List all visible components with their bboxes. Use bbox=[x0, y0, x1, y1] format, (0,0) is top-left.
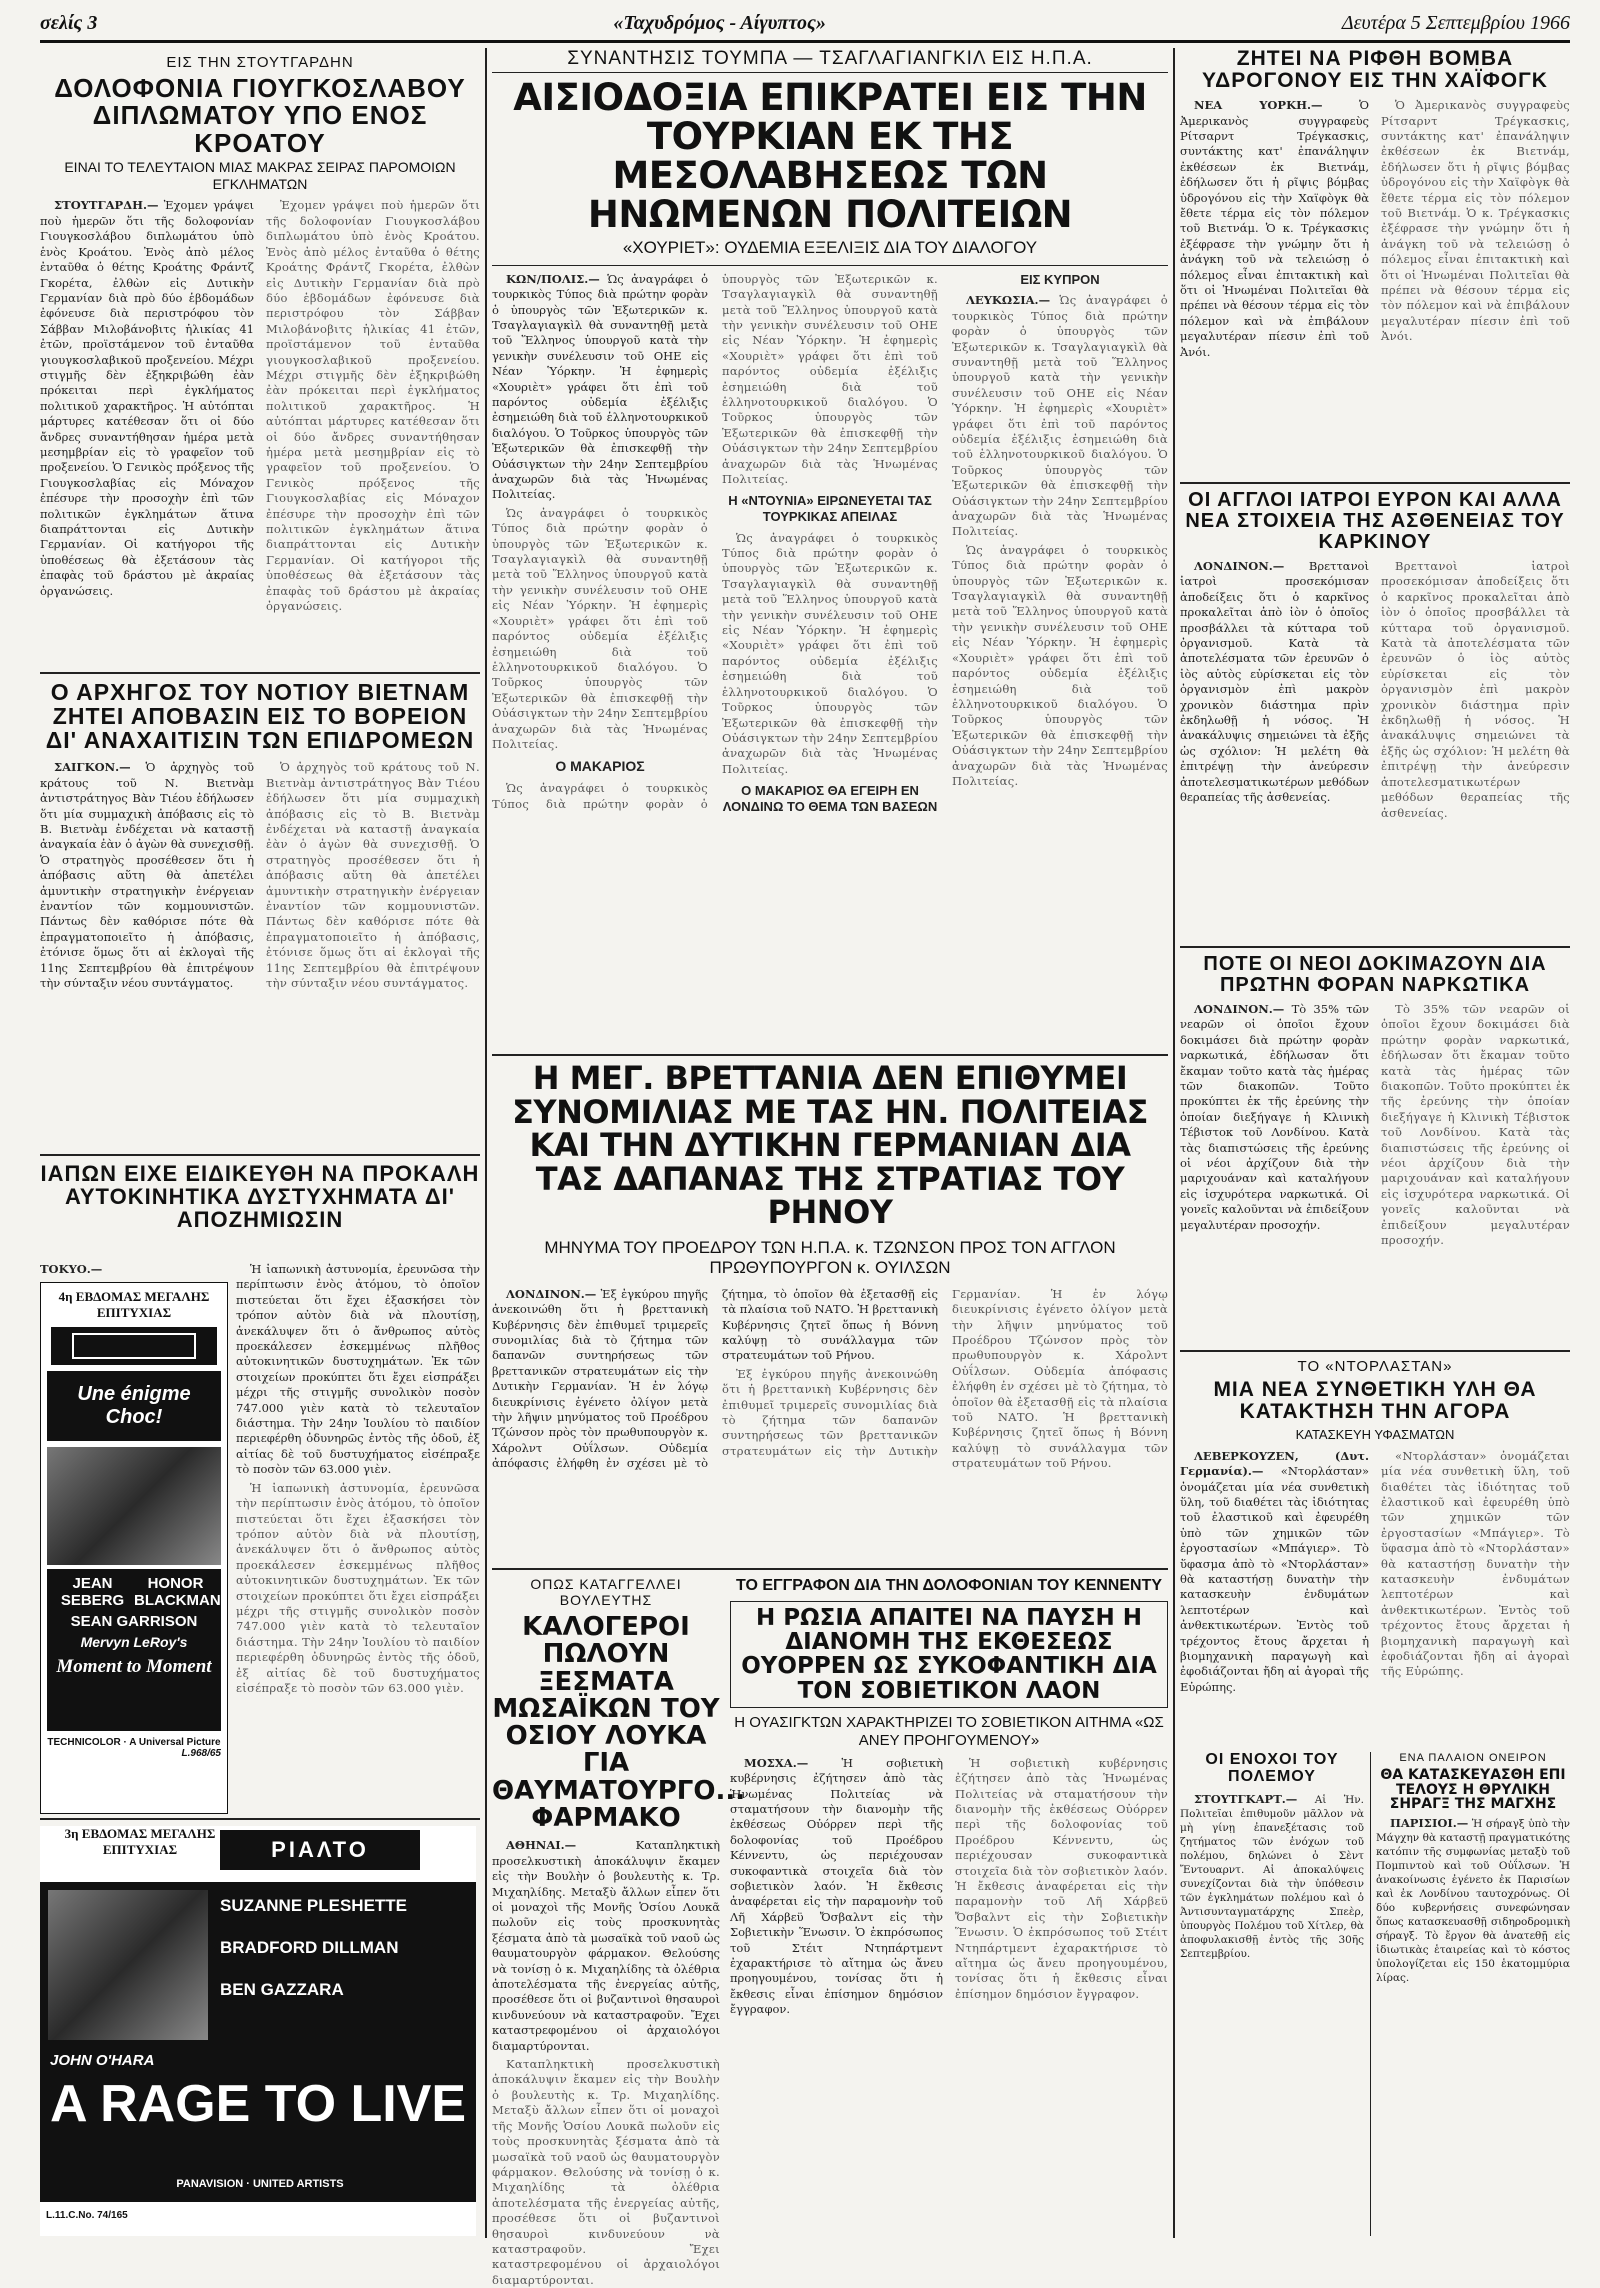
article-body-continued: Ἡ ἰαπωνικὴ ἀστυνομία, ἐρευνῶσα τὴν περίπτωσιν ἑνὸς ἀτόμου, τὸ ὁποῖον πιστεύεται ὅτι ἔχει ἐξασκήσει τὸν τρόπον αὐτὸν διὰ νὰ πλουτίσῃ, ἀνεκάλυψεν ὅτι ὁ ἄνθρωπος αὐτὸς προεκάλεσεν ἐσκεμμένως πλῆθος αὐτοκινητικῶν δυστυχημάτων. Ἐκ τῶν στοιχείων προκύπτει ὅτι ἔχει εἰσπράξει μέχρι τῆς στιγμῆς συνολικὸν ποσὸν 747.000 γιὲν κατὰ τὸ τελευταῖον διάστημα. Τὴν 24ην Ἰουλίου τὸ παιδίον περιεφέρθη ὀδυνηρῶς ἐντὸς τῆς ὁδοῦ, ἐξ αἰτίας δὲ τοῦ δυστυχήματος εἰσέπραξε τὸ ποσὸν τῶν 63.000 γιὲν. bbox=[236, 1480, 480, 1695]
article-body: ΛΟΝΔΙΝΟΝ.— Βρεττανοὶ ἰατροὶ προσεκόμισαν ἀποδείξεις ὅτι ὁ καρκῖνος προκαλεῖται ἀπὸ ἰὸν ὁ ὁποῖος προσβάλλει τὰ κύτταρα τοῦ ὀργανισμοῦ. Κατὰ τὰ ἀποτελέσματα τῶν ἐρευνῶν ὁ ἰὸς αὐτὸς εὑρίσκεται εἰς τὸν ὀργανισμὸν ἐπὶ μακρὸν χρονικὸν διάστημα πρὶν ἐκδηλωθῇ ἡ νόσος. Ἡ ἀνακάλυψις σημειώνει τὰ ἑξῆς ὡς σχόλιον: Ἡ μελέτη θὰ ἐπιτρέψῃ τὴν ἀνεύρεσιν ἀποτελεσματικωτέρων μεθόδων θεραπείας τῆς ἀσθενείας. Βρεττανοὶ ἰατροὶ προσεκόμισαν ἀποδείξεις ὅτι ὁ καρκῖνος προκαλεῖται ἀπὸ ἰὸν ὁ ὁποῖος προσβάλλει τὰ κύτταρα τοῦ ὀργανισμοῦ. Κατὰ τὰ ἀποτελέσματα τῶν ἐρευνῶν ὁ ἰὸς αὐτὸς εὑρίσκεται εἰς τὸν ὀργανισμὸν ἐπὶ μακρὸν χρονικὸν διάστημα πρὶν ἐκδηλωθῇ ἡ νόσος. Ἡ ἀνακάλυψις σημειώνει τὰ ἑξῆς ὡς σχόλιον: Ἡ μελέτη θὰ ἐπιτρέψῃ τὴν ἀνεύρεσιν ἀποτελεσματικωτέρων μεθόδων θεραπείας τῆς ἀσθενείας. bbox=[1180, 559, 1570, 820]
ad-cinema-name: ΡΙΑΛΤΟ bbox=[271, 1837, 369, 1862]
article-monks-mosaics bbox=[492, 1576, 746, 2287]
article-headline: ΔΟΛΟΦΟΝΙΑ ΓΙΟΥΓΚΟΣΛΑΒΟΥ ΔΙΠΛΩΜΑΤΟΥ ΥΠΟ ΕΝΟΣ ΚΡΟΑΤΟΥ bbox=[54, 73, 466, 158]
article-youth-narcotics bbox=[1180, 954, 1570, 1344]
article-kicker: ΕΝΑ ΠΑΛΑΙΟΝ ΟΝΕΙΡΟΝ bbox=[1399, 1752, 1547, 1764]
article-body: ΜΟΣΧΑ.— Ἡ σοβιετικὴ κυβέρνησις ἐζήτησεν ἀπὸ τὰς Ἡνωμένας Πολιτείας νὰ σταματήσουν τὴν διανομὴν τῆς ἐκθέσεως Οὐόρρεν περὶ τῆς δολοφονίας τοῦ Προέδρου Κέννεντυ, ὡς περιέχουσαν συκοφαντικὰ στοιχεῖα διὰ τὸν σοβιετικὸν λαόν. Ἡ ἔκθεσις ἀναφέρεται εἰς τὴν παραμονὴν τοῦ Λῆ Χάρβεϋ Ὄσβαλντ εἰς τὴν Σοβιετικὴν Ἕνωσιν. Ὁ ἐκπρόσωπος τοῦ Στέιτ Ντηπάρτμεντ ἐχαρακτήρισε τὸ αἴτημα ὡς ἄνευ προηγουμένου, τονίσας ὅτι ἡ ἔκθεσις εἶναι ἐπίσημον δημόσιον ἔγγραφον. Ἡ σοβιετικὴ κυβέρνησις ἐζήτησεν ἀπὸ τὰς Ἡνωμένας Πολιτείας νὰ σταματήσουν τὴν διανομὴν τῆς ἐκθέσεως Οὐόρρεν περὶ τῆς δολοφονίας τοῦ Προέδρου Κέννεντυ, ὡς περιέχουσαν συκοφαντικὰ στοιχεῖα διὰ τὸν σοβιετικὸν λαόν. Ἡ ἔκθεσις ἀναφέρεται εἰς τὴν παραμονὴν τοῦ Λῆ Χάρβεϋ Ὄσβαλντ εἰς τὴν Σοβιετικὴν Ἕνωσιν. Ὁ ἐκπρόσωπος τοῦ Στέιτ Ντηπάρτμεντ ἐχαρακτήρισε τὸ αἴτημα ὡς ἄνευ προηγουμένου, τονίσας ὅτι ἡ ἔκθεσις εἶναι ἐπίσημον δημόσιον ἔγγραφον. bbox=[730, 1755, 1168, 2017]
ad-star: BEN GAZZARA bbox=[220, 1980, 344, 1999]
article-body: ΣΤΟΥΤΓΑΡΔΗ.— Ἐχομεν γράψει ποὺ ἡμερῶν ὅτι τῆς δολοφονίαν Γιουγκοσλάβου διπλωμάτου ὑπὸ ἑνὸς Κροάτου. Ἐνὸς ἀπὸ μέλος ἐνταῦθα ὁ θέτης Κροάτης Φράντζ Γκορέτα, ἐλθὼν εἰς Δυτικὴν Γερμανίαν διὰ πρὸ δύο ἑβδομάδων ἐφόνευσε διὰ περιστρόφου τὸν Σάββαν Μιλοβάνοβιτς ἡλικίας 41 ἐτῶν, προϊστάμενον τοῦ ἐνταῦθα γιουγκοσλαβικοῦ προξενείου. Μέχρι στιγμῆς δὲν ἐξηκριβώθη ἐὰν πρόκειται περὶ ἐγκλήματος πολιτικοῦ χαρακτῆρος. Ἡ αὐτόπται μάρτυρες κατέθεσαν ὅτι οἱ δύο ἄνδρες συναντήθησαν ἡμέρα μετὰ μεσημβρίαν εἰς τὸ γραφεῖον τοῦ προξενείου. Ὁ Γενικὸς πρόξενος τῆς Γιουγκοσλαβίας εἰς Μόναχον ἐπέσυρε τὴν προσοχὴν ἐπὶ τῶν πολιτικῶν ἐγκλημάτων ἅτινα διαπράττονται εἰς Δυτικὴν Γερμανίαν. Οἱ κατήγοροι τῆς ὑποθέσεως θὰ ἐξετάσουν τὰς ἐπαφὰς τοῦ δράστου μὲ ἀκραίας ὀργανώσεις. Ἐχομεν γράψει ποὺ ἡμερῶν ὅτι τῆς δολοφονίαν Γιουγκοσλάβου διπλωμάτου ὑπὸ ἑνὸς Κροάτου. Ἐνὸς ἀπὸ μέλος ἐνταῦθα ὁ θέτης Κροάτης Φράντζ Γκορέτα, ἐλθὼν εἰς Δυτικὴν Γερμανίαν διὰ πρὸ δύο ἑβδομάδων ἐφόνευσε διὰ περιστρόφου τὸν Σάββαν Μιλοβάνοβιτς ἡλικίας 41 ἐτῶν, προϊστάμενον τοῦ ἐνταῦθα γιουγκοσλαβικοῦ προξενείου. Μέχρι στιγμῆς δὲν ἐξηκριβώθη ἐὰν πρόκειται περὶ ἐγκλήματος πολιτικοῦ χαρακτῆρος. Ἡ αὐτόπται μάρτυρες κατέθεσαν ὅτι οἱ δύο ἄνδρες συναντήθησαν ἡμέρα μετὰ μεσημβρίαν εἰς τὸ γραφεῖον τοῦ προξενείου. Ὁ Γενικὸς πρόξενος τῆς Γιουγκοσλαβίας εἰς Μόναχον ἐπέσυρε τὴν προσοχὴν ἐπὶ τῶν πολιτικῶν ἐγκλημάτων ἅτινα διαπράττονται εἰς Δυτικὴν Γερμανίαν. Οἱ κατήγοροι τῆς ὑποθέσεως θὰ ἐξετάσουν τὰς ἐπαφὰς τοῦ δράστου μὲ ἀκραίας ὀργανώσεις. bbox=[40, 198, 480, 614]
ad-star: HONOR BLACKMAN bbox=[134, 1575, 221, 1609]
article-body: ΛΕΒΕΡΚΟΥΖΕΝ, (Δυτ. Γερμανία).— «Ντορλάσταν» ὀνομάζεται μία νέα συνθετικὴ ὕλη, τοῦ διαθέτει τὰς ἰδιότητας τοῦ ἐλαστικοῦ καὶ ἐφευρέθη ὑπὸ τῶν χημικῶν τῶν ἐργοστασίων «Μπάγιερ». Τὸ ὕφασμα ἀπὸ τὸ «Ντορλάσταν» θὰ καταστήσῃ δυνατὴν τὴν κατασκευὴν ἐνδυμάτων λεπτοτέρων καὶ ἀνθεκτικωτέρων. Ἐντὸς τοῦ τρέχοντος ἔτους ἄρχεται ἡ βιομηχανικὴ παραγωγὴ καὶ ἐφοδιάζονται ἤδη αἱ ἀγοραὶ τῆς Εὐρώπης. «Ντορλάσταν» ὀνομάζεται μία νέα συνθετικὴ ὕλη, τοῦ διαθέτει τὰς ἰδιότητας τοῦ ἐλαστικοῦ καὶ ἐφευρέθη ὑπὸ τῶν χημικῶν τῶν ἐργοστασίων «Μπάγιερ». Τὸ ὕφασμα ἀπὸ τὸ «Ντορλάσταν» θὰ καταστήσῃ δυνατὴν τὴν κατασκευὴν ἐνδυμάτων λεπτοτέρων καὶ ἀνθεκτικωτέρων. Ἐντὸς τοῦ τρέχοντος ἔτους ἄρχεται ἡ βιομηχανικὴ παραγωγὴ καὶ ἐφοδιάζονται ἤδη αἱ ἀγοραὶ τῆς Εὐρώπης. bbox=[1180, 1448, 1570, 1694]
article-dateline: ΛΟΝΔΙΝΟΝ.— bbox=[1194, 559, 1285, 573]
article-dateline: ΛΕΒΕΡΚΟΥΖΕΝ, (Δυτ. Γερμανία).— bbox=[1180, 1448, 1369, 1479]
article-body: ΣΑΙΓΚΟΝ.— Ὁ ἀρχηγὸς τοῦ κράτους τοῦ Ν. Βιετνὰμ ἀντιστράτηγος Βὰν Τιέου ἐδήλωσεν ὅτι μία συμμαχικὴ ἀπόβασις εἰς τὸ Β. Βιετνὰμ ἐνδέχεται νὰ καταστῇ ἀναγκαία ἐὰν ὁ ἀγὼν θὰ συνεχισθῇ. Ὁ στρατηγὸς προσέθεσεν ὅτι ἡ ἀπόβασις αὕτη θὰ ἀπετέλει ἀμυντικὴν στρατηγικὴν ἐνέργειαν ἐναντίον τῶν κομμουνιστῶν. Πάντως δὲν καθόρισε πότε θὰ ἐπραγματοποιεῖτο ἡ ἀπόβασις, ἐτόνισε ὅμως ὅτι αἱ ἐκλογαὶ τῆς 11ης Σεπτεμβρίου θὰ ἐπιτρέψουν τὴν σύνταξιν νέου συντάγματος. Ὁ ἀρχηγὸς τοῦ κράτους τοῦ Ν. Βιετνὰμ ἀντιστράτηγος Βὰν Τιέου ἐδήλωσεν ὅτι μία συμμαχικὴ ἀπόβασις εἰς τὸ Β. Βιετνὰμ ἐνδέχεται νὰ καταστῇ ἀναγκαία ἐὰν ὁ ἀγὼν θὰ συνεχισθῇ. Ὁ στρατηγὸς προσέθεσεν ὅτι ἡ ἀπόβασις αὕτη θὰ ἀπετέλει ἀμυντικὴν στρατηγικὴν ἐνέργειαν ἐναντίον τῶν κομμουνιστῶν. Πάντως δὲν καθόρισε πότε θὰ ἐπραγματοποιεῖτο ἡ ἀπόβασις, ἐτόνισε ὅμως ὅτι αἱ ἐκλογαὶ τῆς 11ης Σεπτεμβρίου θὰ ἐπιτρέψουν τὴν σύνταξιν νέου συντάγματος. bbox=[40, 760, 480, 991]
ad-stars-row bbox=[51, 1575, 221, 1609]
article-body-continued: Ἐξ ἐγκύρου πηγῆς ἀνεκοινώθη ὅτι ἡ βρεττανικὴ Κυβέρνησις δὲν ἐπιθυμεῖ τριμερεῖς συνομιλίας διὰ τὸ ζήτημα τῶν δαπανῶν συντηρήσεως τῶν βρεττανικῶν στρατευμάτων εἰς τὴν Δυτικὴν Γερμανίαν. Ἡ ἐν λόγῳ διευκρίνισις ἐγένετο ὀλίγον μετὰ τὴν λῆψιν μηνύματος τοῦ Προέδρου Τζώνσον πρὸς τὸν πρωθυπουργὸν κ. Χάρολντ Οὐΐλσων. Οὐδεμία ἀπόφασις ἐλήφθη ἐν σχέσει μὲ τὸ ζήτημα, τὸ ὁποῖον θὰ ἐξετασθῇ εἰς τὰ πλαίσια τοῦ ΝΑΤΟ. Ἡ βρεττανικὴ Κυβέρνησις ζητεῖ ὅπως ἡ Βόννη καλύψῃ τὸ συνάλλαγμα τῶν στρατευμάτων τοῦ Ρήνου. bbox=[722, 1286, 1168, 1471]
cinema-ad-a-rage-to-live bbox=[40, 1826, 476, 2236]
cinema-logo-box bbox=[51, 1327, 217, 1365]
article-south-vietnam bbox=[40, 680, 480, 1148]
article-body: ΝΕΑ ΥΟΡΚΗ.— Ὁ Ἀμερικανὸς συγγραφεὺς Ρίτσαρντ Τρέγκασκις, συντάκτης κατ' ἐπανάληψιν ἐκθέσεων ἐκ Βιετνάμ, ἐδήλωσεν ὅτι ἡ ρῖψις βόμβας ὑδρογόνου εἰς τὴν Χαϊφὸγκ θὰ ἔθετε τέρμα εἰς τὸν πόλεμον τοῦ Βιετνάμ. Ὁ κ. Τρέγκασκις ἐξέφρασε τὴν γνώμην ὅτι ἡ ἀνάγκη τοῦ νὰ τελειώσῃ ὁ πόλεμος εἶναι ἐπιτακτικὴ καὶ ὅτι οἱ Ἡνωμέναι Πολιτεῖαι θὰ πρέπει νὰ θέσουν τέρμα εἰς τὸν πόλεμον καὶ νὰ ἐπιβάλουν μεγαλυτέραν πίεσιν ἐπὶ τοῦ Ἀνόι. Ὁ Ἀμερικανὸς συγγραφεὺς Ρίτσαρντ Τρέγκασκις, συντάκτης κατ' ἐπανάληψιν ἐκθέσεων ἐκ Βιετνάμ, ἐδήλωσεν ὅτι ἡ ρῖψις βόμβας ὑδρογόνου εἰς τὴν Χαϊφὸγκ θὰ ἔθετε τέρμα εἰς τὸν πόλεμον τοῦ Βιετνάμ. Ὁ κ. Τρέγκασκις ἐξέφρασε τὴν γνώμην ὅτι ἡ ἀνάγκη τοῦ νὰ τελειώσῃ ὁ πόλεμος εἶναι ἐπιτακτικὴ καὶ ὅτι οἱ Ἡνωμέναι Πολιτεῖαι θὰ πρέπει νὰ θέσουν τέρμα εἰς τὸν πόλεμον καὶ νὰ ἐπιβάλουν μεγαλυτέραν πίεσιν ἐπὶ τοῦ Ἀνόι. bbox=[1180, 98, 1570, 359]
article-headline: ΚΑΛΟΓΕΡΟΙ ΠΩΛΟΥΝ ΞΕΣΜΑΤΑ ΜΩΣΑΪΚΩΝ ΤΟΥ ΟΣΙΟΥ ΛΟΥΚΑ ΓΙΑ ΘΑΥΜΑΤΟΥΡΓΟ... ΦΑΡΜΑΚΟ bbox=[492, 1612, 746, 1834]
article-body: ΛΟΝΔΙΝΟΝ.— Ἐξ ἐγκύρου πηγῆς ἀνεκοινώθη ὅτι ἡ βρεττανικὴ Κυβέρνησις δὲν ἐπιθυμεῖ τριμερεῖς συνομιλίας διὰ τὸ ζήτημα τῶν δαπανῶν συντηρήσεως τῶν βρεττανικῶν στρατευμάτων εἰς τὴν Δυτικὴν Γερμανίαν. Ἡ ἐν λόγῳ διευκρίνισις ἐγένετο ὀλίγον μετὰ τὴν λῆψιν μηνύματος τοῦ Προέδρου Τζώνσον πρὸς τὸν πρωθυπουργὸν κ. Χάρολντ Οὐΐλσων. Οὐδεμία ἀπόφασις ἐλήφθη ἐν σχέσει μὲ τὸ ζήτημα, τὸ ὁποῖον θὰ ἐξετασθῇ εἰς τὰ πλαίσια τοῦ ΝΑΤΟ. Ἡ βρεττανικὴ Κυβέρνησις ζητεῖ ὅπως ἡ Βόννη καλύψῃ τὸ συνάλλαγμα τῶν στρατευμάτων τοῦ Ρήνου. Ἐξ ἐγκύρου πηγῆς ἀνεκοινώθη ὅτι ἡ βρεττανικὴ Κυβέρνησις δὲν ἐπιθυμεῖ τριμερεῖς συνομιλίας διὰ τὸ ζήτημα τῶν δαπανῶν συντηρήσεως τῶν βρεττανικῶν στρατευμάτων εἰς τὴν Δυτικὴν Γερμανίαν. Ἡ ἐν λόγῳ διευκρίνισις ἐγένετο ὀλίγον μετὰ τὴν λῆψιν μηνύματος τοῦ Προέδρου Τζώνσον πρὸς τὸν πρωθυπουργὸν κ. Χάρολντ Οὐΐλσων. Οὐδεμία ἀπόφασις ἐλήφθη ἐν σχέσει μὲ τὸ ζήτημα, τὸ ὁποῖον θὰ ἐξετασθῇ εἰς τὰ πλαίσια τοῦ ΝΑΤΟ. Ἡ βρεττανικὴ Κυβέρνησις ζητεῖ ὅπως ἡ Βόννη καλύψῃ τὸ συνάλλαγμα τῶν στρατευμάτων τοῦ Ρήνου. bbox=[492, 1286, 1168, 1471]
article-body-continued: Ἐχομεν γράψει ποὺ ἡμερῶν ὅτι τῆς δολοφονίαν Γιουγκοσλάβου διπλωμάτου ὑπὸ ἑνὸς Κροάτου. Ἐνὸς ἀπὸ μέλος ἐνταῦθα ὁ θέτης Κροάτης Φράντζ Γκορέτα, ἐλθὼν εἰς Δυτικὴν Γερμανίαν διὰ πρὸ δύο ἑβδομάδων ἐφόνευσε διὰ περιστρόφου τὸν Σάββαν Μιλοβάνοβιτς ἡλικίας 41 ἐτῶν, προϊστάμενον τοῦ ἐνταῦθα γιουγκοσλαβικοῦ προξενείου. Μέχρι στιγμῆς δὲν ἐξηκριβώθη ἐὰν πρόκειται περὶ ἐγκλήματος πολιτικοῦ χαρακτῆρος. Ἡ αὐτόπται μάρτυρες κατέθεσαν ὅτι οἱ δύο ἄνδρες συναντήθησαν ἡμέρα μετὰ μεσημβρίαν εἰς τὸ γραφεῖον τοῦ προξενείου. Ὁ Γενικὸς πρόξενος τῆς Γιουγκοσλαβίας εἰς Μόναχον ἐπέσυρε τὴν προσοχὴν ἐπὶ τῶν πολιτικῶν ἐγκλημάτων ἅτινα διαπράττονται εἰς Δυτικὴν Γερμανίαν. Οἱ κατήγοροι τῆς ὑποθέσεως θὰ ἐξετάσουν τὰς ἐπαφὰς τοῦ δράστου μὲ ἀκραίας ὀργανώσεις. bbox=[266, 198, 480, 614]
section-rule bbox=[492, 1054, 1168, 1056]
article-headline: Ο ΑΡΧΗΓΟΣ ΤΟΥ ΝΟΤΙΟΥ ΒΙΕΤΝΑΜ ΖΗΤΕΙ ΑΠΟΒΑΣΙΝ ΕΙΣ ΤΟ ΒΟΡΕΙΟΝ ΔΙ' ΑΝΑΧΑΙΤΙΣΙΝ ΤΩΝ ΕΠΙΔΡΟΜΕΩΝ bbox=[45, 679, 475, 754]
article-hydrogen-bomb bbox=[1180, 48, 1570, 478]
article-subheadline: «ΧΟΥΡΙΕΤ»: ΟΥΔΕΜΙΑ ΕΞΕΛΙΞΙΣ ΔΙΑ ΤΟΥ ΔΙΑΛΟΓΟΥ bbox=[492, 238, 1168, 265]
ad-credit-line: PANAVISION · UNITED ARTISTS bbox=[176, 2178, 344, 2190]
article-yugoslav-diplomat bbox=[40, 54, 480, 666]
ad-tagline-box bbox=[47, 1371, 221, 1441]
article-kicker: ΤΟ ΕΓΓΡΑΦΟΝ ΔΙΑ ΤΗΝ ΔΟΛΟΦΟΝΙΑΝ ΤΟΥ ΚΕΝΝΕΝΤΥ bbox=[735, 1577, 1163, 1594]
cinema-ad-moment-to-moment bbox=[40, 1282, 228, 1814]
ad-photo-image bbox=[47, 1447, 221, 1565]
ad-poster bbox=[40, 1882, 476, 2202]
article-war-guilty bbox=[1180, 1752, 1364, 2236]
ad-credits-box bbox=[47, 1569, 221, 1731]
article-body-continued: Καταπληκτικὴ προσελκυστικὴ ἀποκάλυψιν ἔκαμεν εἰς τὴν Βουλὴν ὁ βουλευτὴς κ. Τρ. Μιχαηλίδης. Μεταξὺ ἄλλων εἶπεν ὅτι οἱ μοναχοὶ τῆς Μονῆς Ὁσίου Λουκᾶ πωλοῦν εἰς τοὺς προσκυνητὰς ξέσματα ἀπὸ τὰ μωσαϊκὰ τοῦ ναοῦ ὡς θαυματουργὸν φάρμακον. Θελούσης νὰ τονίσῃ ὁ κ. Μιχαηλίδης τὰ ὀλέθρια ἀποτελέσματα τῆς ἐνεργείας αὐτῆς, προσέθεσε ὅτι οἱ βυζαντινοὶ θησαυροὶ κινδυνεύουν νὰ καταστραφοῦν. Ἔχει καταστρεφομένου οἱ ἀρχαιολόγοι διαμαρτύρονται. bbox=[492, 2057, 720, 2287]
section-rule bbox=[40, 672, 480, 674]
article-kicker: ΕΙΣ ΤΗΝ ΣΤΟΥΤΓΑΡΔΗΝ bbox=[166, 54, 354, 71]
ad-week-label: 4η ΕΒΔΟΜΑΣ ΜΕΓΑΛΗΣ ΕΠΙΤΥΧΙΑΣ bbox=[58, 1289, 210, 1320]
article-body-continued: Βρεττανοὶ ἰατροὶ προσεκόμισαν ἀποδείξεις ὅτι ὁ καρκῖνος προκαλεῖται ἀπὸ ἰὸν ὁ ὁποῖος προσβάλλει τὰ κύτταρα τοῦ ὀργανισμοῦ. Κατὰ τὰ ἀποτελέσματα τῶν ἐρευνῶν ὁ ἰὸς αὐτὸς εὑρίσκεται εἰς τὸν ὀργανισμὸν ἐπὶ μακρὸν χρονικὸν διάστημα πρὶν ἐκδηλωθῇ ἡ νόσος. Ἡ ἀνακάλυψις σημειώνει τὰ ἑξῆς ὡς σχόλιον: Ἡ μελέτη θὰ ἐπιτρέψῃ τὴν ἀνεύρεσιν ἀποτελεσματικωτέρων μεθόδων θεραπείας τῆς ἀσθενείας. bbox=[1381, 559, 1570, 820]
column-rule bbox=[485, 48, 487, 2238]
article-dateline: ΜΟΣΧΑ.— bbox=[744, 1755, 809, 1770]
article-dateline: ΑΘΗΝΑΙ.— bbox=[506, 1838, 577, 1853]
article-dateline-box bbox=[40, 1262, 222, 1278]
ad-tagline: Une énigme Choc! bbox=[77, 1383, 191, 1428]
article-britain-rhine-army bbox=[492, 1059, 1168, 1562]
article-headline: Η ΡΩΣΙΑ ΑΠΑΙΤΕΙ ΝΑ ΠΑΥΣΗ Η ΔΙΑΝΟΜΗ ΤΗΣ ΕΚΘΕΣΕΩΣ ΟΥΟΡΡΕΝ ΩΣ ΣΥΚΟΦΑΝΤΙΚΗ ΔΙΑ ΤΟΝ ΣΟΒΙΕΤΙΚΟΝ ΛΑΟΝ bbox=[730, 1601, 1168, 1708]
article-headline: ΟΙ ΑΓΓΛΟΙ ΙΑΤΡΟΙ ΕΥΡΟΝ ΚΑΙ ΑΛΛΑ ΝΕΑ ΣΤΟΙΧΕΙΑ ΤΗΣ ΑΣΘΕΝΕΙΑΣ ΤΟΥ ΚΑΡΚΙΝΟΥ bbox=[1185, 489, 1565, 553]
article-body-continued: Ὡς ἀναγράφει ὁ τουρκικὸς Τύπος διὰ πρώτην φορὰν ὁ ὑπουργὸς τῶν Ἐξωτερικῶν κ. Τσαγλαγιαγκὶλ θὰ συναντηθῇ μετὰ τοῦ Ἕλληνος ὑπουργοῦ κατὰ τὴν γενικὴν συνέλευσιν τοῦ ΟΗΕ εἰς Νέαν Ὑόρκην. Ἡ ἐφημερὶς «Χουριὲτ» γράφει ὅτι ἐπὶ τοῦ παρόντος οὐδεμία ἐξέλιξις ἐσημειώθη διὰ τοῦ ἑλληνοτουρκικοῦ διαλόγου. Ὁ Τοῦρκος ὑπουργὸς τῶν Ἐξωτερικῶν θὰ ἐπισκεφθῇ τὴν Οὐάσιγκτων τὴν 24ην Σεπτεμβρίου ἀναχωρῶν διὰ τὰς Ἡνωμένας Πολιτείας. bbox=[722, 530, 938, 776]
ad-photo-image bbox=[48, 1890, 208, 2040]
article-headline: ΠΟΤΕ ΟΙ ΝΕΟΙ ΔΟΚΙΜΑΖΟΥΝ ΔΙΑ ΠΡΩΤΗΝ ΦΟΡΑΝ ΝΑΡΚΩΤΙΚΑ bbox=[1203, 953, 1547, 996]
article-headline: ΖΗΤΕΙ ΝΑ ΡΙΦΘΗ ΒΟΜΒΑ ΥΔΡΟΓΟΝΟΥ ΕΙΣ ΤΗΝ ΧΑΪΦΟΓΚ bbox=[1202, 47, 1548, 93]
ad-author: JOHN O'HARA bbox=[50, 2052, 155, 2069]
article-body-continued: Ὁ Ἀμερικανὸς συγγραφεὺς Ρίτσαρντ Τρέγκασκις, συντάκτης κατ' ἐπανάληψιν ἐκθέσεων ἐκ Βιετνάμ, ἐδήλωσεν ὅτι ἡ ρῖψις βόμβας ὑδρογόνου εἰς τὴν Χαϊφὸγκ θὰ ἔθετε τέρμα εἰς τὸν πόλεμον τοῦ Βιετνάμ. Ὁ κ. Τρέγκασκις ἐξέφρασε τὴν γνώμην ὅτι ἡ ἀνάγκη τοῦ νὰ τελειώσῃ ὁ πόλεμος εἶναι ἐπιτακτικὴ καὶ ὅτι οἱ Ἡνωμέναι Πολιτεῖαι θὰ πρέπει νὰ θέσουν τέρμα εἰς τὸν πόλεμον καὶ νὰ ἐπιβάλουν μεγαλυτέραν πίεσιν ἐπὶ τοῦ Ἀνόι. bbox=[1381, 98, 1570, 344]
ad-credit-line: TECHNICOLOR · A Universal Picture bbox=[47, 1737, 221, 1748]
ad-week-label: 3η ΕΒΔΟΜΑΣ ΜΕΓΑΛΗΣ ΕΠΙΤΥΧΙΑΣ bbox=[64, 1826, 216, 1857]
ad-star: SEAN GARRISON bbox=[70, 1613, 198, 1630]
article-body: ΛΟΝΔΙΝΟΝ.— Τὸ 35% τῶν νεαρῶν οἱ ὁποῖοι ἔχουν δοκιμάσει διὰ πρώτην φορὰν ναρκωτικά, ἐδήλωσαν ὅτι ἔκαμαν τοῦτο κατὰ τὰς ἡμέρας τῶν διακοπῶν. Τοῦτο προκύπτει ἐκ τῆς ἐρεύνης τὴν ὁποίαν διεξήγαγε ἡ Κλινικὴ Τέβιστοκ τοῦ Λονδίνου. Κατὰ τὰς διαπιστώσεις τῆς ἐρεύνης οἱ νέοι ἀρχίζουν διὰ τὴν μαριχουάναν καὶ καταλήγουν εἰς ἰσχυρότερα ναρκωτικά. Οἱ γονεῖς καλοῦνται νὰ ἐπιδείξουν μεγαλυτέραν προσοχήν. Τὸ 35% τῶν νεαρῶν οἱ ὁποῖοι ἔχουν δοκιμάσει διὰ πρώτην φορὰν ναρκωτικά, ἐδήλωσαν ὅτι ἔκαμαν τοῦτο κατὰ τὰς ἡμέρας τῶν διακοπῶν. Τοῦτο προκύπτει ἐκ τῆς ἐρεύνης τὴν ὁποίαν διεξήγαγε ἡ Κλινικὴ Τέβιστοκ τοῦ Λονδίνου. Κατὰ τὰς διαπιστώσεις τῆς ἐρεύνης οἱ νέοι ἀρχίζουν διὰ τὴν μαριχουάναν καὶ καταλήγουν εἰς ἰσχυρότερα ναρκωτικά. Οἱ γονεῖς καλοῦνται νὰ ἐπιδείξουν μεγαλυτέραν προσοχήν. bbox=[1180, 1002, 1570, 1248]
article-dateline: ΚΩΝ/ΠΟΛΙΣ.— bbox=[506, 271, 600, 286]
article-subheadline: ΜΗΝΥΜΑ ΤΟΥ ΠΡΟΕΔΡΟΥ ΤΩΝ Η.Π.Α. κ. ΤΖΩΝΣΟΝ ΠΡΟΣ ΤΟΝ ΑΓΓΛΟΝ ΠΡΩΘΥΠΟΥΡΓΟΝ κ. ΟΥΙΛΣΩΝ bbox=[544, 1237, 1116, 1278]
article-dateline: ΛΟΝΔΙΝΟΝ.— bbox=[1194, 1002, 1285, 1016]
article-headline: ΜΙΑ ΝΕΑ ΣΥΝΘΕΤΙΚΗ ΥΛΗ ΘΑ ΚΑΤΑΚΤΗΣΗ ΤΗΝ ΑΓΟΡΑ bbox=[1213, 1378, 1537, 1424]
article-subheadline: ΕΙΝΑΙ ΤΟ ΤΕΛΕΥΤΑΙΟΝ ΜΙΑΣ ΜΑΚΡΑΣ ΣΕΙΡΑΣ ΠΑΡΟΜΟΙΩΝ ΕΓΚΛΗΜΑΤΩΝ bbox=[64, 158, 456, 192]
article-headline: ΘΑ ΚΑΤΑΣΚΕΥΑΣΘΗ ΕΠΙ ΤΕΛΟΥΣ Η ΘΡΥΛΙΚΗ ΣΗΡΑΓΞ ΤΗΣ ΜΑΓΧΗΣ bbox=[1380, 1767, 1566, 1813]
issue-date: Δευτέρα 5 Σεπτεμβρίου 1966 bbox=[1341, 11, 1570, 34]
newspaper-name: «Ταχυδρόμος - Αίγυπτος» bbox=[613, 11, 826, 34]
article-body-continued: «Ντορλάσταν» ὀνομάζεται μία νέα συνθετικὴ ὕλη, τοῦ διαθέτει τὰς ἰδιότητας τοῦ ἐλαστικοῦ καὶ ἐφευρέθη ὑπὸ τῶν χημικῶν τῶν ἐργοστασίων «Μπάγιερ». Τὸ ὕφασμα ἀπὸ τὸ «Ντορλάσταν» θὰ καταστήσῃ δυνατὴν τὴν κατασκευὴν ἐνδυμάτων λεπτοτέρων καὶ ἀνθεκτικωτέρων. Ἐντὸς τοῦ τρέχοντος ἔτους ἄρχεται ἡ βιομηχανικὴ παραγωγὴ καὶ ἐφοδιάζονται ἤδη αἱ ἀγοραὶ τῆς Εὐρώπης. bbox=[1381, 1448, 1570, 1679]
section-rule bbox=[40, 1818, 480, 1820]
article-body-continued: Ὡς ἀναγράφει ὁ τουρκικὸς Τύπος διὰ πρώτην φορὰν ὁ ὑπουργὸς τῶν Ἐξωτερικῶν κ. Τσαγλαγιαγκὶλ θὰ συναντηθῇ μετὰ τοῦ Ἕλληνος ὑπουργοῦ κατὰ τὴν γενικὴν συνέλευσιν τοῦ ΟΗΕ εἰς Νέαν Ὑόρκην. Ἡ ἐφημερὶς «Χουριὲτ» γράφει ὅτι ἐπὶ τοῦ παρόντος οὐδεμία ἐξέλιξις ἐσημειώθη διὰ τοῦ ἑλληνοτουρκικοῦ διαλόγου. Ὁ Τοῦρκος ὑπουργὸς τῶν Ἐξωτερικῶν θὰ ἐπισκεφθῇ τὴν Οὐάσιγκτων τὴν 24ην Σεπτεμβρίου ἀναχωρῶν διὰ τὰς Ἡνωμένας Πολιτείας. bbox=[492, 271, 938, 811]
ad-star: BRADFORD DILLMAN bbox=[220, 1938, 399, 1957]
article-subheadline: ΚΑΤΑΣΚΕΥΗ ΥΦΑΣΜΑΤΩΝ bbox=[1295, 1427, 1455, 1443]
article-body: ΠΑΡΙΣΙΟΙ.— Ἡ σήραγξ ὑπὸ τὴν Μάγχην θὰ καταστῇ πραγματικότης κατόπιν τῆς συμφωνίας μεταξὺ τοῦ Πομπιντοὺ καὶ τοῦ Οὐΐλσων. Ἡ ἀνακοίνωσις ἐγένετο ἐκ Παρισίων καὶ ἐκ Λονδίνου ταυτοχρόνως. Οἱ δύο κυβερνήσεις συνεφώνησαν ὅπως κατασκευασθῇ σιδηροδρομικὴ σήραγξ. Τὸ ἔργον θὰ ἀνατεθῇ εἰς ἰδιωτικὰς ἑταιρείας καὶ τὸ κόστος ὑπολογίζεται εἰς 150 ἑκατομμύρια λίρας. bbox=[1376, 1816, 1570, 1985]
article-body: ΣΤΟΥΤΓΚΑΡΤ.— Αἱ Ἡν. Πολιτεῖαι ἐπιθυμοῦν μᾶλλον νὰ μὴ γίνῃ ἐπανεξέτασις τοῦ ζητήματος τῶν ἐνόχων τοῦ πολέμου, δηλώνει ὁ Σὲντ Ἔντουαρντ. Αἱ ἀποκαλύψεις συνεχίζονται διὰ τὴν ὑπόθεσιν τῶν ἐγκλημάτων πολέμου καὶ ὁ Ἀντισυνταγματάρχης Σπεὲρ, ὑπουργὸς Πολέμου τοῦ Χίτλερ, θὰ ἀποφυλακισθῇ ἐντὸς τῆς 30ῆς Σεπτεμβρίου. bbox=[1180, 1791, 1364, 1960]
ad-week-box bbox=[40, 1826, 240, 1886]
article-body: ΚΩΝ/ΠΟΛΙΣ.— Ὡς ἀναγράφει ὁ τουρκικὸς Τύπος διὰ πρώτην φορὰν ὁ ὑπουργὸς τῶν Ἐξωτερικῶν κ. Τσαγλαγιαγκὶλ θὰ συναντηθῇ μετὰ τοῦ Ἕλληνος ὑπουργοῦ κατὰ τὴν γενικὴν συνέλευσιν τοῦ ΟΗΕ εἰς Νέαν Ὑόρκην. Ἡ ἐφημερὶς «Χουριὲτ» γράφει ὅτι ἐπὶ τοῦ παρόντος οὐδεμία ἐξέλιξις ἐσημειώθη διὰ τοῦ ἑλληνοτουρκικοῦ διαλόγου. Ὁ Τοῦρκος ὑπουργὸς τῶν Ἐξωτερικῶν θὰ ἐπισκεφθῇ τὴν Οὐάσιγκτων τὴν 24ην Σεπτεμβρίου ἀναχωρῶν διὰ τὰς Ἡνωμένας Πολιτείας. Ὡς ἀναγράφει ὁ τουρκικὸς Τύπος διὰ πρώτην φορὰν ὁ ὑπουργὸς τῶν Ἐξωτερικῶν κ. Τσαγλαγιαγκὶλ θὰ συναντηθῇ μετὰ τοῦ Ἕλληνος ὑπουργοῦ κατὰ τὴν γενικὴν συνέλευσιν τοῦ ΟΗΕ εἰς Νέαν Ὑόρκην. Ἡ ἐφημερὶς «Χουριὲτ» γράφει ὅτι ἐπὶ τοῦ παρόντος οὐδεμία ἐξέλιξις ἐσημειώθη διὰ τοῦ ἑλληνοτουρκικοῦ διαλόγου. Ὁ Τοῦρκος ὑπουργὸς τῶν Ἐξωτερικῶν θὰ ἐπισκεφθῇ τὴν Οὐάσιγκτων τὴν 24ην Σεπτεμβρίου ἀναχωρῶν διὰ τὰς Ἡνωμένας Πολιτείας. Ο ΜΑΚΑΡΙΟΣ Ὡς ἀναγράφει ὁ τουρκικὸς Τύπος διὰ πρώτην φορὰν ὁ ὑπουργὸς τῶν Ἐξωτερικῶν κ. Τσαγλαγιαγκὶλ θὰ συναντηθῇ μετὰ τοῦ Ἕλληνος ὑπουργοῦ κατὰ τὴν γενικὴν συνέλευσιν τοῦ ΟΗΕ εἰς Νέαν Ὑόρκην. Ἡ ἐφημερὶς «Χουριὲτ» γράφει ὅτι ἐπὶ τοῦ παρόντος οὐδεμία ἐξέλιξις ἐσημειώθη διὰ τοῦ ἑλληνοτουρκικοῦ διαλόγου. Ὁ Τοῦρκος ὑπουργὸς τῶν Ἐξωτερικῶν θὰ ἐπισκεφθῇ τὴν Οὐάσιγκτων τὴν 24ην Σεπτεμβρίου ἀναχωρῶν διὰ τὰς Ἡνωμένας Πολιτείας. Η «ΝΤΟΥΝΙΑ» ΕΙΡΩΝΕΥΕΤΑΙ ΤΑΣ ΤΟΥΡΚΙΚΑΣ ΑΠΕΙΛΑΣ Ὡς ἀναγράφει ὁ τουρκικὸς Τύπος διὰ πρώτην φορὰν ὁ ὑπουργὸς τῶν Ἐξωτερικῶν κ. Τσαγλαγιαγκὶλ θὰ συναντηθῇ μετὰ τοῦ Ἕλληνος ὑπουργοῦ κατὰ τὴν γενικὴν συνέλευσιν τοῦ ΟΗΕ εἰς Νέαν Ὑόρκην. Ἡ ἐφημερὶς «Χουριὲτ» γράφει ὅτι ἐπὶ τοῦ παρόντος οὐδεμία ἐξέλιξις ἐσημειώθη διὰ τοῦ ἑλληνοτουρκικοῦ διαλόγου. Ὁ Τοῦρκος ὑπουργὸς τῶν Ἐξωτερικῶν θὰ ἐπισκεφθῇ τὴν Οὐάσιγκτων τὴν 24ην Σεπτεμβρίου ἀναχωρῶν διὰ τὰς Ἡνωμένας Πολιτείας. Ο ΜΑΚΑΡΙΟΣ ΘΑ ΕΓΕΙΡΗ ΕΝ ΛΟΝΔΙΝΩ ΤΟ ΘΕΜΑ ΤΩΝ ΒΑΣΕΩΝ ΕΙΣ ΚΥΠΡΟΝ ΛΕΥΚΩΣΙΑ.— Ὡς ἀναγράφει ὁ τουρκικὸς Τύπος διὰ πρώτην φορὰν ὁ ὑπουργὸς τῶν Ἐξωτερικῶν κ. Τσαγλαγιαγκὶλ θὰ συναντηθῇ μετὰ τοῦ Ἕλληνος ὑπουργοῦ κατὰ τὴν γενικὴν συνέλευσιν τοῦ ΟΗΕ εἰς Νέαν Ὑόρκην. Ἡ ἐφημερὶς «Χουριὲτ» γράφει ὅτι ἐπὶ τοῦ παρόντος οὐδεμία ἐξέλιξις ἐσημειώθη διὰ τοῦ ἑλληνοτουρκικοῦ διαλόγου. Ὁ Τοῦρκος ὑπουργὸς τῶν Ἐξωτερικῶν θὰ ἐπισκεφθῇ τὴν Οὐάσιγκτων τὴν 24ην Σεπτεμβρίου ἀναχωρῶν διὰ τὰς Ἡνωμένας Πολιτείας. Ὡς ἀναγράφει ὁ τουρκικὸς Τύπος διὰ πρώτην φορὰν ὁ ὑπουργὸς τῶν Ἐξωτερικῶν κ. Τσαγλαγιαγκὶλ θὰ συναντηθῇ μετὰ τοῦ Ἕλληνος ὑπουργοῦ κατὰ τὴν γενικὴν συνέλευσιν τοῦ ΟΗΕ εἰς Νέαν Ὑόρκην. Ἡ ἐφημερὶς «Χουριὲτ» γράφει ὅτι ἐπὶ τοῦ παρόντος οὐδεμία ἐξέλιξις ἐσημειώθη διὰ τοῦ ἑλληνοτουρκικοῦ διαλόγου. Ὁ Τοῦρκος ὑπουργὸς τῶν Ἐξωτερικῶν θὰ ἐπισκεφθῇ τὴν Οὐάσιγκτων τὴν 24ην Σεπτεμβρίου ἀναχωρῶν διὰ τὰς Ἡνωμένας Πολιτείας. bbox=[492, 271, 1169, 814]
article-body-text: Ἡ ἰαπωνικὴ ἀστυνομία, ἐρευνῶσα τὴν περίπτωσιν ἑνὸς ἀτόμου, τὸ ὁποῖον πιστεύεται ὅτι ἔχει ἐξασκήσει τὸν τρόπον αὐτὸν διὰ νὰ πλουτίσῃ, ἀνεκάλυψεν ὅτι ὁ ἄνθρωπος αὐτὸς προεκάλεσεν ἐσκεμμένως πλῆθος αὐτοκινητικῶν δυστυχημάτων. Ἐκ τῶν στοιχείων προκύπτει ὅτι ἔχει εἰσπράξει μέχρι τῆς στιγμῆς συνολικὸν ποσὸν 747.000 γιὲν κατὰ τὸ τελευταῖον διάστημα. Τὴν 24ην Ἰουλίου τὸ παιδίον περιεφέρθη ὀδυνηρῶς ἐντὸς τῆς ὁδοῦ, ἐξ αἰτίας δὲ τοῦ δυστυχήματος εἰσέπραξε τὸ ποσὸν τῶν 63.000 γιὲν. bbox=[236, 1262, 480, 1477]
article-subheadline: Η ΟΥΑΣΙΓΚΤΩΝ ΧΑΡΑΚΤΗΡΙΖΕΙ ΤΟ ΣΟΒΙΕΤΙΚΟΝ ΑΙΤΗΜΑ «ΩΣ ΑΝΕΥ ΠΡΟΗΓΟΥΜΕΝΟΥ» bbox=[734, 1713, 1164, 1749]
article-channel-tunnel bbox=[1376, 1752, 1570, 2236]
article-kicker: ΤΟ «ΝΤΟΡΛΑΣΤΑΝ» bbox=[1297, 1358, 1453, 1375]
ad-director: Mervyn LeRoy's bbox=[80, 1634, 188, 1650]
article-body-continued: Ὡς ἀναγράφει ὁ τουρκικὸς Τύπος διὰ πρώτην φορὰν ὁ ὑπουργὸς τῶν Ἐξωτερικῶν κ. Τσαγλαγιαγκὶλ θὰ συναντηθῇ μετὰ τοῦ Ἕλληνος ὑπουργοῦ κατὰ τὴν γενικὴν συνέλευσιν τοῦ ΟΗΕ εἰς Νέαν Ὑόρκην. Ἡ ἐφημερὶς «Χουριὲτ» γράφει ὅτι ἐπὶ τοῦ παρόντος οὐδεμία ἐξέλιξις ἐσημειώθη διὰ τοῦ ἑλληνοτουρκικοῦ διαλόγου. Ὁ Τοῦρκος ὑπουργὸς τῶν Ἐξωτερικῶν θὰ ἐπισκεφθῇ τὴν Οὐάσιγκτων τὴν 24ην Σεπτεμβρίου ἀναχωρῶν διὰ τὰς Ἡνωμένας Πολιτείας. bbox=[492, 505, 708, 751]
section-subhead: Η «ΝΤΟΥΝΙΑ» ΕΙΡΩΝΕΥΕΤΑΙ ΤΑΣ ΤΟΥΡΚΙΚΑΣ ΑΠΕΙΛΑΣ bbox=[728, 493, 932, 525]
ad-movie-title: A RAGE TO LIVE bbox=[50, 2075, 467, 2133]
article-headline: ΙΑΠΩΝ ΕΙΧΕ ΕΙΔΙΚΕΥΘΗ ΝΑ ΠΡΟΚΑΛΗ ΑΥΤΟΚΙΝΗΤΙΚΑ ΔΥΣΤΥΧΗΜΑΤΑ ΔΙ' ΑΠΟΖΗΜΙΩΣΙΝ bbox=[40, 1161, 480, 1233]
masthead bbox=[40, 6, 1570, 43]
section-subhead: Ο ΜΑΚΑΡΙΟΣ bbox=[555, 758, 645, 775]
page-number: σελίς 3 bbox=[40, 11, 98, 34]
section-rule bbox=[1180, 946, 1570, 948]
article-body-continued: Ὡς ἀναγράφει ὁ τουρκικὸς Τύπος διὰ πρώτην φορὰν ὁ ὑπουργὸς τῶν Ἐξωτερικῶν κ. Τσαγλαγιαγκὶλ θὰ συναντηθῇ μετὰ τοῦ Ἕλληνος ὑπουργοῦ κατὰ τὴν γενικὴν συνέλευσιν τοῦ ΟΗΕ εἰς Νέαν Ὑόρκην. Ἡ ἐφημερὶς «Χουριὲτ» γράφει ὅτι ἐπὶ τοῦ παρόντος οὐδεμία ἐξέλιξις ἐσημειώθη διὰ τοῦ ἑλληνοτουρκικοῦ διαλόγου. Ὁ Τοῦρκος ὑπουργὸς τῶν Ἐξωτερικῶν θὰ ἐπισκεφθῇ τὴν Οὐάσιγκτων τὴν 24ην Σεπτεμβρίου ἀναχωρῶν διὰ τὰς Ἡνωμένας Πολιτείας. bbox=[952, 542, 1168, 788]
article-kicker: ΟΠΩΣ ΚΑΤΑΓΓΕΛΛΕΙ ΒΟΥΛΕΥΤΗΣ bbox=[530, 1576, 682, 1608]
article-body: ΑΘΗΝΑΙ.— Καταπληκτικὴ προσελκυστικὴ ἀποκάλυψιν ἔκαμεν εἰς τὴν Βουλὴν ὁ βουλευτὴς κ. Τρ. Μιχαηλίδης. Μεταξὺ ἄλλων εἶπεν ὅτι οἱ μοναχοὶ τῆς Μονῆς Ὁσίου Λουκᾶ πωλοῦν εἰς τοὺς προσκυνητὰς ξέσματα ἀπὸ τὰ μωσαϊκὰ τοῦ ναοῦ ὡς θαυματουργὸν φάρμακον. Θελούσης νὰ τονίσῃ ὁ κ. Μιχαηλίδης τὰ ὀλέθρια ἀποτελέσματα τῆς ἐνεργείας αὐτῆς, προσέθεσε ὅτι οἱ βυζαντινοὶ θησαυροὶ κινδυνεύουν νὰ καταστραφοῦν. Ἔχει καταστρεφομένου οἱ ἀρχαιολόγοι διαμαρτύρονται. Καταπληκτικὴ προσελκυστικὴ ἀποκάλυψιν ἔκαμεν εἰς τὴν Βουλὴν ὁ βουλευτὴς κ. Τρ. Μιχαηλίδης. Μεταξὺ ἄλλων εἶπεν ὅτι οἱ μοναχοὶ τῆς Μονῆς Ὁσίου Λουκᾶ πωλοῦν εἰς τοὺς προσκυνητὰς ξέσματα ἀπὸ τὰ μωσαϊκὰ τοῦ ναοῦ ὡς θαυματουργὸν φάρμακον. Θελούσης νὰ τονίσῃ ὁ κ. Μιχαηλίδης τὰ ὀλέθρια ἀποτελέσματα τῆς ἐνεργείας αὐτῆς, προσέθεσε ὅτι οἱ βυζαντινοὶ θησαυροὶ κινδυνεύουν νὰ καταστραφοῦν. Ἔχει καταστρεφομένου οἱ ἀρχαιολόγοι διαμαρτύρονται. bbox=[492, 1838, 720, 2287]
ad-cinema-box bbox=[220, 1830, 420, 1870]
section-subhead: Ο ΜΑΚΑΡΙΟΣ ΘΑ ΕΓΕΙΡΗ ΕΝ ΛΟΝΔΙΝΩ ΤΟ ΘΕΜΑ ΤΩΝ ΒΑΣΕΩΝ ΕΙΣ ΚΥΠΡΟΝ bbox=[722, 271, 1100, 814]
article-dateline: ΝΕΑ ΥΟΡΚΗ.— bbox=[1194, 98, 1323, 113]
ad-code: L.11.C.No. 74/165 bbox=[46, 2210, 128, 2221]
article-dateline: ΛΕΥΚΩΣΙΑ.— bbox=[966, 293, 1051, 308]
article-cancer-research bbox=[1180, 490, 1570, 940]
section-rule bbox=[1180, 482, 1570, 484]
article-turkey-optimism bbox=[492, 48, 1168, 1050]
ad-star: SUZANNE PLESHETTE bbox=[220, 1896, 408, 1915]
article-headline: ΟΙ ΕΝΟΧΟΙ ΤΟΥ ΠΟΛΕΜΟΥ bbox=[1205, 1751, 1339, 1785]
article-dateline: ΛΟΝΔΙΝΟΝ.— bbox=[506, 1286, 597, 1301]
article-dateline: ΣΑΙΓΚΟΝ.— bbox=[54, 760, 131, 775]
column-rule bbox=[1173, 48, 1175, 2238]
ad-movie-title: Moment to Moment bbox=[56, 1656, 212, 1677]
section-rule bbox=[40, 1154, 480, 1156]
article-dateline: ΠΑΡΙΣΙΟΙ.— bbox=[1390, 1816, 1469, 1831]
article-dateline: ΣΤΟΥΤΓΚΑΡΤ.— bbox=[1194, 1791, 1298, 1806]
article-body bbox=[236, 1262, 480, 1812]
section-rule bbox=[492, 1568, 1168, 1570]
article-body-continued: Ἡ σοβιετικὴ κυβέρνησις ἐζήτησεν ἀπὸ τὰς Ἡνωμένας Πολιτείας νὰ σταματήσουν τὴν διανομὴν τῆς ἐκθέσεως Οὐόρρεν περὶ τῆς δολοφονίας τοῦ Προέδρου Κέννεντυ, ὡς περιέχουσαν συκοφαντικὰ στοιχεῖα διὰ τὸν σοβιετικὸν λαόν. Ἡ ἔκθεσις ἀναφέρεται εἰς τὴν παραμονὴν τοῦ Λῆ Χάρβεϋ Ὄσβαλντ εἰς τὴν Σοβιετικὴν Ἕνωσιν. Ὁ ἐκπρόσωπος τοῦ Στέιτ Ντηπάρτμεντ ἐχαρακτήρισε τὸ αἴτημα ὡς ἄνευ προηγουμένου, τονίσας ὅτι ἡ ἔκθεσις εἶναι ἐπίσημον δημόσιον ἔγγραφον. bbox=[955, 1755, 1168, 2001]
article-kennedy-report bbox=[730, 1576, 1168, 2236]
section-rule bbox=[1180, 1350, 1570, 1352]
article-body-continued: Τὸ 35% τῶν νεαρῶν οἱ ὁποῖοι ἔχουν δοκιμάσει διὰ πρώτην φορὰν ναρκωτικά, ἐδήλωσαν ὅτι ἔκαμαν τοῦτο κατὰ τὰς ἡμέρας τῶν διακοπῶν. Τοῦτο προκύπτει ἐκ τῆς ἐρεύνης τὴν ὁποίαν διεξήγαγε ἡ Κλινικὴ Τέβιστοκ τοῦ Λονδίνου. Κατὰ τὰς διαπιστώσεις τῆς ἐρεύνης οἱ νέοι ἀρχίζουν διὰ τὴν μαριχουάναν καὶ καταλήγουν εἰς ἰσχυρότερα ναρκωτικά. Οἱ γονεῖς καλοῦνται νὰ ἐπιδείξουν μεγαλυτέραν προσοχήν. bbox=[1381, 1002, 1570, 1248]
cinema-logo-icon bbox=[72, 1333, 196, 1359]
column-rule bbox=[1370, 1752, 1371, 2236]
article-headline: Η ΜΕΓ. ΒΡΕΤΤΑΝΙΑ ΔΕΝ ΕΠΙΘΥΜΕΙ ΣΥΝΟΜΙΛΙΑΣ ΜΕ ΤΑΣ ΗΝ. ΠΟΛΙΤΕΙΑΣ ΚΑΙ ΤΗΝ ΔΥΤΙΚΗΝ ΓΕΡΜΑΝΙΑΝ ΔΙΑ ΤΑΣ ΔΑΠΑΝΑΣ ΤΗΣ ΣΤΡΑΤΙΑΣ ΤΟΥ ΡΗΝΟΥ bbox=[512, 1059, 1148, 1232]
article-dateline: ΣΤΟΥΤΓΑΡΔΗ.— bbox=[54, 198, 159, 213]
article-dateline: ΤΟΚΥΟ.— bbox=[40, 1262, 103, 1276]
article-dorlastan bbox=[1180, 1358, 1570, 1748]
article-headline: ΑΙΣΙΟΔΟΞΙΑ ΕΠΙΚΡΑΤΕΙ ΕΙΣ ΤΗΝ ΤΟΥΡΚΙΑΝ ΕΚ ΤΗΣ ΜΕΣΟΛΑΒΗΣΕΩΣ ΤΩΝ ΗΝΩΜΕΝΩΝ ΠΟΛΙΤΕΙΩΝ bbox=[513, 76, 1147, 236]
ad-code: L.968/65 bbox=[181, 1748, 221, 1759]
article-body-continued: Ὁ ἀρχηγὸς τοῦ κράτους τοῦ Ν. Βιετνὰμ ἀντιστράτηγος Βὰν Τιέου ἐδήλωσεν ὅτι μία συμμαχικὴ ἀπόβασις εἰς τὸ Β. Βιετνὰμ ἐνδέχεται νὰ καταστῇ ἀναγκαία ἐὰν ὁ ἀγὼν θὰ συνεχισθῇ. Ὁ στρατηγὸς προσέθεσεν ὅτι ἡ ἀπόβασις αὕτη θὰ ἀπετέλει ἀμυντικὴν στρατηγικὴν ἐνέργειαν ἐναντίον τῶν κομμουνιστῶν. Πάντως δὲν καθόρισε πότε θὰ ἐπραγματοποιεῖτο ἡ ἀπόβασις, ἐτόνισε ὅμως ὅτι αἱ ἐκλογαὶ τῆς 11ης Σεπτεμβρίου θὰ ἐπιτρέψουν τὴν σύνταξιν νέου συντάγματος. bbox=[266, 760, 480, 991]
ad-star: JEAN SEBERG bbox=[60, 1575, 125, 1609]
article-kicker: ΣΥΝΑΝΤΗΣΙΣ ΤΟΥΜΠΑ — ΤΣΑΓΛΑΓΙΑΝΓΚΙΛ ΕΙΣ Η.Π.Α. bbox=[492, 48, 1168, 73]
